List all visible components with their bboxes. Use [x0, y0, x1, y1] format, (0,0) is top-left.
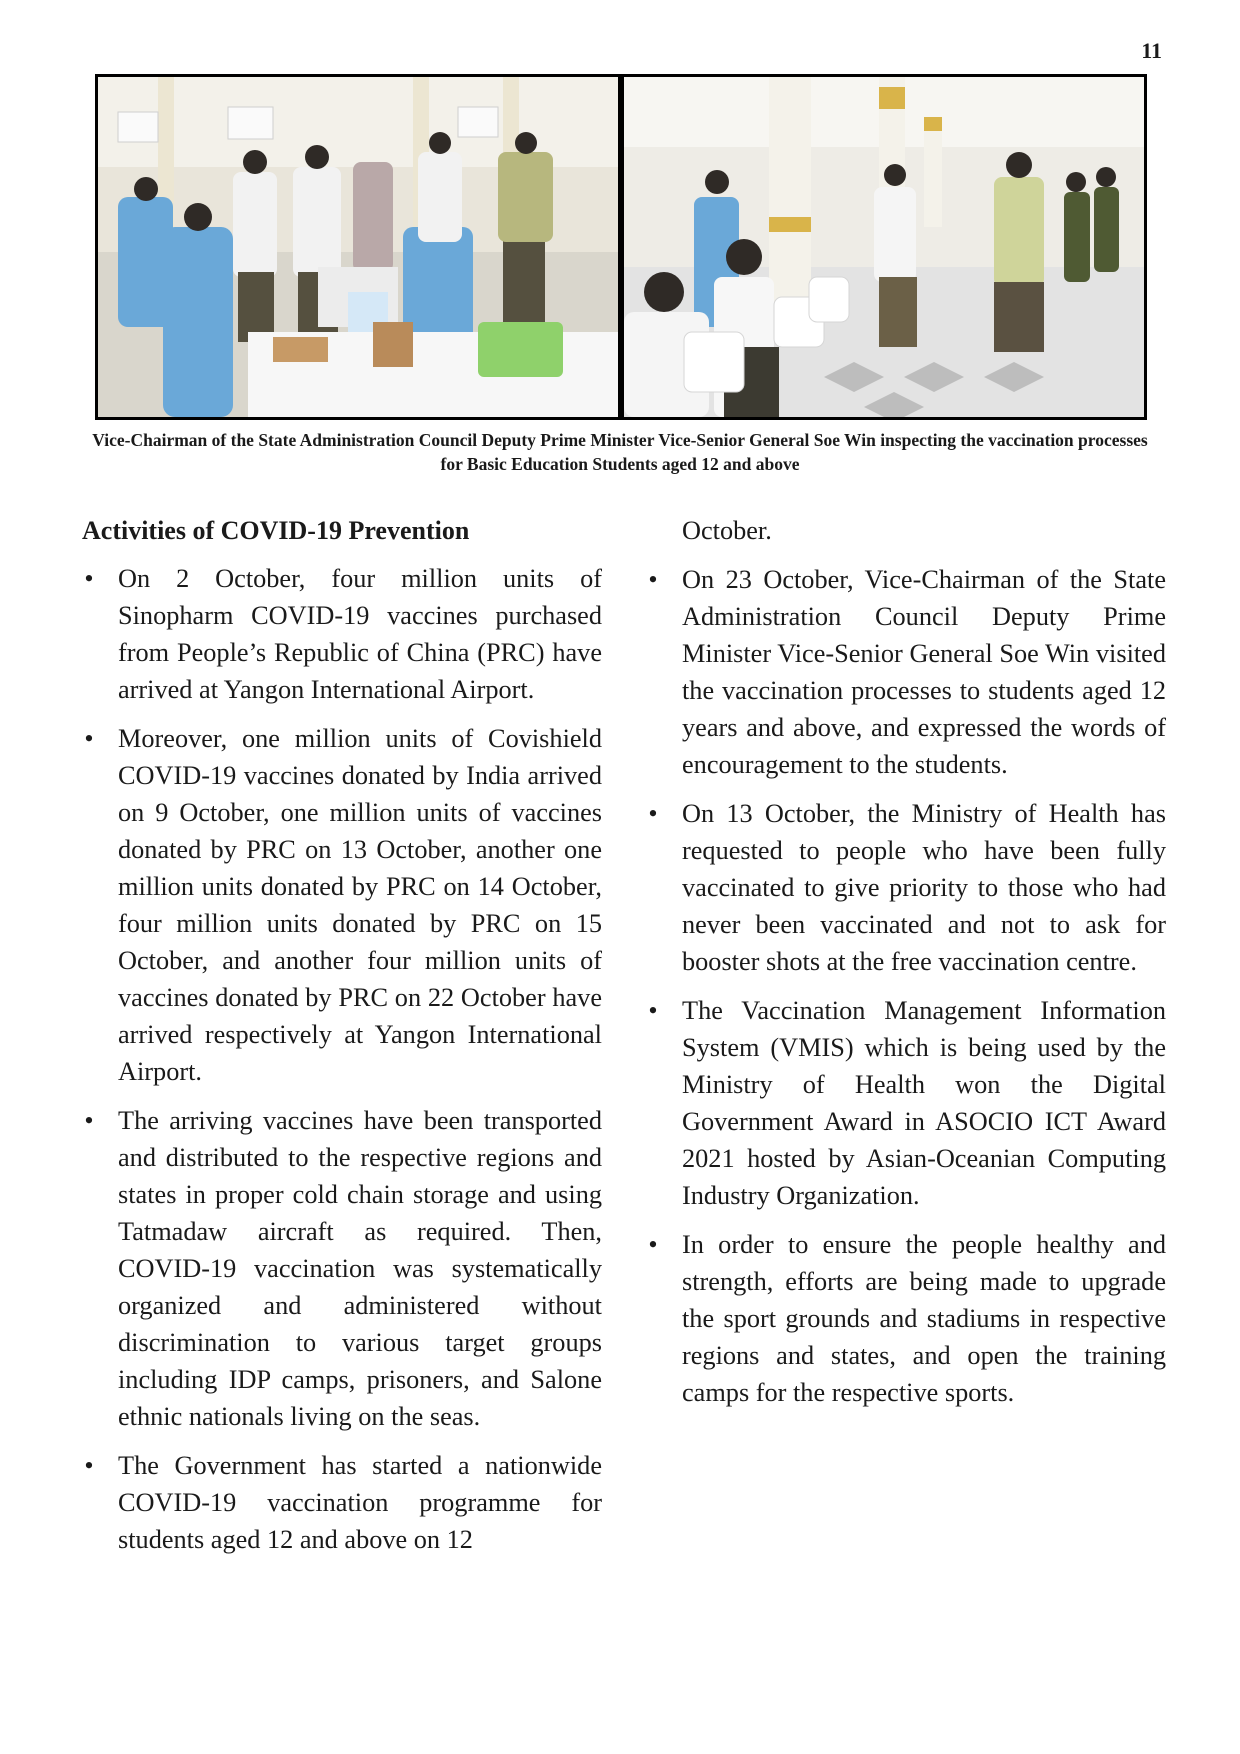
photo-officials-inspecting-vaccination [98, 77, 618, 417]
list-item [646, 1226, 1166, 1411]
photo-students-vaccination-hall [624, 77, 1144, 417]
left-column [82, 512, 602, 1570]
bullet-icon: • [84, 564, 94, 593]
list-item [82, 720, 602, 1090]
list-item [646, 992, 1166, 1214]
list-item [646, 561, 1166, 783]
list-item-text: On 13 October, the Ministry of Health has requested to people who have been fully vaccinated to give priority to those who had never been vaccinated and not to ask for booster shots at the free vaccination centre. [682, 799, 1166, 976]
photo-caption: Vice-Chairman of the State Administration Council Deputy Prime Minister Vice-Senior General Soe Win inspecting the vaccination processes for Basic Education Students aged 12 and above [92, 430, 1148, 474]
list-item-text: The Vaccination Management Information System (VMIS) which is being used by the Ministry of Health won the Digital Government Award in ASOCIO ICT Award 2021 hosted by Asian-Oceanian Computing Industry Organization. [682, 996, 1166, 1210]
photo-pair [95, 74, 1147, 420]
bullet-icon: • [84, 1106, 94, 1135]
right-column [646, 512, 1166, 1423]
list-item [82, 1447, 602, 1558]
bullet-icon: • [84, 724, 94, 753]
list-item-text: On 2 October, four million units of Sinopharm COVID-19 vaccines purchased from People’s Republic of China (PRC) have arrived at Yangon International Airport. [118, 564, 602, 704]
list-item [82, 560, 602, 708]
section-heading: Activities of COVID-19 Prevention [82, 516, 470, 545]
bullet-icon: • [84, 1451, 94, 1480]
list-item-text: Moreover, one million units of Covishield COVID-19 vaccines donated by India arrived on 9 October, one million units of vaccines donated by PRC on 13 October, another one million units donated by PRC on 14 October, four million units donated by PRC on 15 October, and another four million units of vaccines donated by PRC on 22 October have arrived respectively at Yangon International Airport. [118, 724, 602, 1086]
right-bullet-list [646, 561, 1166, 1411]
continued-text: October. [682, 516, 772, 545]
left-bullet-list [82, 560, 602, 1558]
list-item [82, 1102, 602, 1435]
bullet-icon: • [648, 799, 658, 828]
list-item-text: On 23 October, Vice-Chairman of the State Administration Council Deputy Prime Minister Vice-Senior General Soe Win visited the vaccination processes to students aged 12 years and above, and expressed the words of encouragement to the students. [682, 565, 1166, 779]
list-item-text: The Government has started a nationwide COVID-19 vaccination programme for students aged 12 and above on 12 [118, 1451, 602, 1554]
page-number: 11 [1141, 38, 1162, 63]
list-item-text: In order to ensure the people healthy and strength, efforts are being made to upgrade the sport grounds and stadiums in respective regions and states, and open the training camps for the respective sports. [682, 1230, 1166, 1407]
list-item-text: The arriving vaccines have been transported and distributed to the respective regions and states in proper cold chain storage and using Tatmadaw aircraft as required. Then, COVID-19 vaccination was systematically organized and administered without discrimination to various target groups including IDP camps, prisoners, and Salone ethnic nationals living on the seas. [118, 1106, 602, 1431]
bullet-icon: • [648, 565, 658, 594]
bullet-icon: • [648, 1230, 658, 1259]
list-item [646, 795, 1166, 980]
bullet-icon: • [648, 996, 658, 1025]
